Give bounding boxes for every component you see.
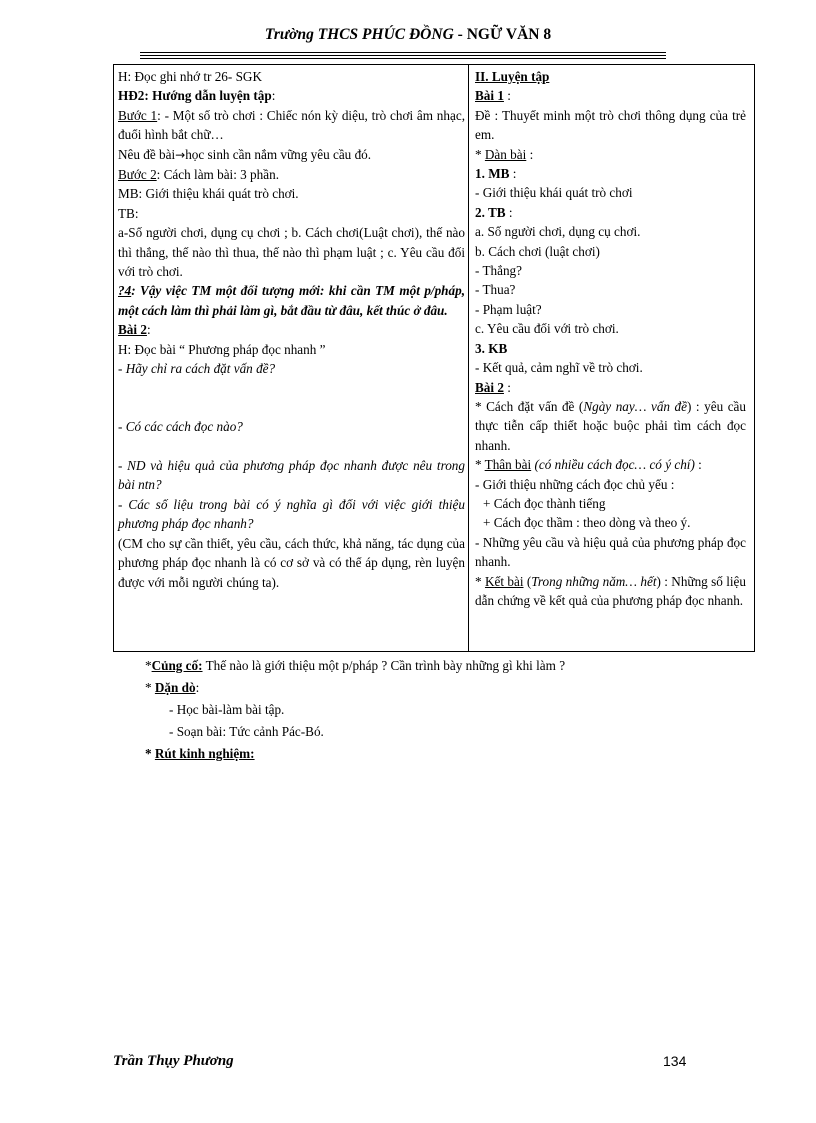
outline-heading: * Dàn bài : xyxy=(475,146,534,162)
lesson-table xyxy=(113,64,755,652)
conclusion-heading: 3. KB xyxy=(475,340,508,356)
arrow-right-icon: → xyxy=(175,147,186,162)
exercise-1-prompt: Đề : Thuyết minh một trò chơi thông dụng của trẻ em. xyxy=(475,107,746,143)
problem-statement: * Cách đặt vấn đề (Ngày nay… vấn đề) : yêu cầu thực tiễn cấp thiết hoặc buộc phải tìm cách đọc nhanh. xyxy=(475,398,746,453)
explanation: (CM cho sự cần thiết, yêu cầu, cách thức, khả năng, tác dụng của phương pháp đọc nhanh là có cơ sở và có thể áp dụng, rèn luyện được với mỗi người chúng ta). xyxy=(118,535,465,590)
conclusion-text: - Kết quả, cảm nghĩ về trò chơi. xyxy=(475,360,643,376)
header-rule-bottom xyxy=(140,58,666,59)
body-label: TB: xyxy=(118,205,139,221)
question-4: ?4: Vậy việc TM một đối tượng mới: khi cần TM một p/pháp, một cách làm thì phải làm gì, bắt đầu từ đâu, kết thúc ở đâu. xyxy=(118,283,465,318)
method-silent: + Cách đọc thầm : theo dòng và theo ý. xyxy=(483,515,691,531)
question-c: - ND và hiệu quả của phương pháp đọc nhanh được nêu trong bài ntn? xyxy=(118,458,465,493)
reflection-heading: * Rút kinh nghiệm: xyxy=(145,746,255,761)
methods-intro: - Giới thiệu những cách đọc chủ yếu : xyxy=(475,476,675,492)
author-name: Trần Thụy Phương xyxy=(113,1053,234,1069)
lesson-wrapup xyxy=(145,655,565,765)
body-text: a-Số người chơi, dụng cụ chơi ; b. Cách chơi(Luật chơi), thế nào thì thắng, thế nào thì thua, thế nào thì phạm luật ; c. Yêu cầu đối với trò chơi. xyxy=(118,225,465,280)
reading-instruction: H: Đọc bài “ Phương pháp đọc nhanh ” xyxy=(118,341,326,357)
consolidation: *Củng cố: Thế nào là giới thiệu một p/pháp ? Cần trình bày những gì khi làm ? xyxy=(145,658,566,673)
header-rule-top xyxy=(140,52,666,53)
exercise-2-heading-right: Bài 2 : xyxy=(475,379,511,395)
question-b: - Có các cách đọc nào? xyxy=(118,419,243,435)
header-separator: - xyxy=(453,26,467,43)
opening-line: MB: Giới thiệu khái quát trò chơi. xyxy=(118,186,299,202)
teacher-activity-column xyxy=(114,65,469,651)
intro-heading: 1. MB : xyxy=(475,166,517,182)
header-rule-middle xyxy=(140,55,666,56)
body-item-b: b. Cách chơi (luật chơi) xyxy=(475,243,600,259)
question-d: - Các số liệu trong bài có ý nghĩa gì đối với việc giới thiệu phương pháp đọc nhanh? xyxy=(118,496,465,532)
body-foul: - Phạm luật? xyxy=(475,301,542,317)
body-item-c: c. Yêu cầu đối với trò chơi. xyxy=(475,321,619,337)
body-lose: - Thua? xyxy=(475,282,516,298)
requirements: - Những yêu cầu và hiệu quả của phương pháp đọc nhanh. xyxy=(475,534,746,570)
exercise-2-heading: Bài 2: xyxy=(118,322,151,338)
body-section: * Thân bài (có nhiều cách đọc… có ý chí) : xyxy=(475,457,702,473)
exercise-1-heading: Bài 1 : xyxy=(475,88,511,104)
step-1: Bước 1: - Một số trò chơi : Chiếc nón kỳ diệu, trò chơi âm nhạc, đuổi hình bắt chữ… xyxy=(118,107,465,143)
page-number: 134 xyxy=(663,1053,687,1069)
question-a: - Hãy chỉ ra cách đặt vấn đề? xyxy=(118,361,276,377)
step-2: Bước 2: Cách làm bài: 3 phần. xyxy=(118,167,279,183)
content-column xyxy=(469,65,754,651)
homework-item-2: - Soạn bài: Tức cảnh Pác-Bó. xyxy=(169,724,324,739)
subject-name: NGỮ VĂN 8 xyxy=(466,26,552,43)
homework-heading: * Dặn dò: xyxy=(145,680,200,695)
activity-heading: HĐ2: Hướng dẫn luyện tập: xyxy=(118,88,276,104)
body-win: - Thắng? xyxy=(475,263,522,279)
body-item-a: a. Số người chơi, dụng cụ chơi. xyxy=(475,224,641,240)
intro-text: - Giới thiệu khái quát trò chơi xyxy=(475,185,633,201)
page-header xyxy=(0,26,816,44)
homework-item-1: - Học bài-làm bài tập. xyxy=(169,702,285,717)
school-name: Trường THCS PHÚC ĐỒNG xyxy=(264,26,454,43)
conclusion-section: * Kết bài (Trong những năm… hết) : Những số liệu dẫn chứng về kết quả của phương pháp đọc nhanh. xyxy=(475,573,746,608)
step-1-note: Nêu đề bài→học sinh cần nắm vững yêu cầu đó. xyxy=(118,146,372,162)
instruction-line: H: Đọc ghi nhớ tr 26- SGK xyxy=(118,69,262,84)
method-aloud: + Cách đọc thành tiếng xyxy=(483,495,606,511)
body-heading: 2. TB : xyxy=(475,204,513,220)
practice-title: II. Luyện tập xyxy=(475,69,550,84)
